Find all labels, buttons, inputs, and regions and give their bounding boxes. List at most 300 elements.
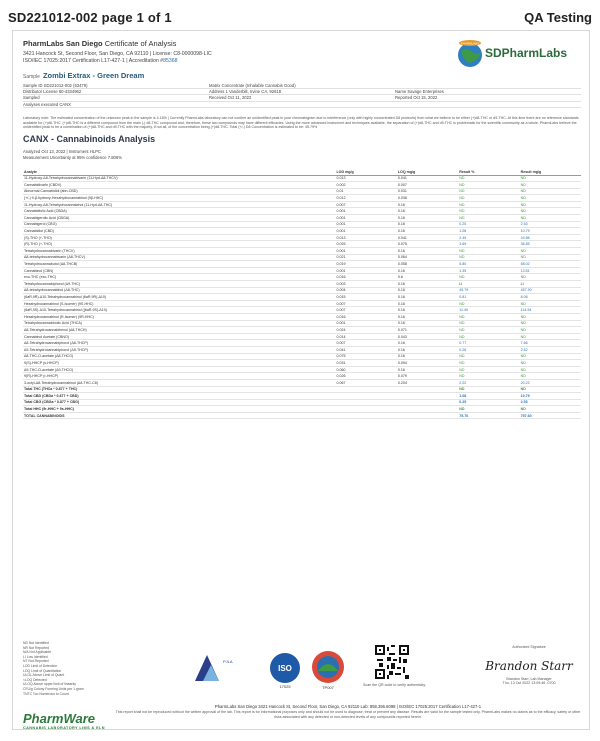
- result-mgg-cell: 36.85: [520, 241, 581, 248]
- lod-cell: 0.012: [335, 195, 396, 202]
- result-mgg-cell: 2.62: [520, 346, 581, 353]
- total-row: [23, 406, 581, 413]
- lod-cell: 0.025: [335, 241, 396, 248]
- table-row: [23, 327, 581, 334]
- loq-cell: 0.16: [397, 366, 458, 373]
- analyte-cell: Δ8-tetrahydrocannabinol (Δ8-THC): [23, 287, 335, 294]
- meta-cell: Received Oct 11, 2022: [209, 95, 252, 101]
- analyte-cell: Δ8-Tetrahydrocannabiphorol (Δ8-THCP): [23, 340, 335, 347]
- result-pct-cell: ND: [458, 175, 519, 182]
- abbreviation-legend: [23, 641, 84, 696]
- sample-meta: [23, 83, 581, 108]
- lod-cell: 0.001: [335, 228, 396, 235]
- result-pct-cell: 0.77: [458, 340, 519, 347]
- loq-cell: 0.16: [397, 307, 458, 314]
- cannabinoids-table: [23, 164, 581, 419]
- table-row: [23, 287, 581, 294]
- table-row: [23, 241, 581, 248]
- lod-cell: 0.01: [335, 188, 396, 195]
- loq-cell: 0.043: [397, 333, 458, 340]
- analyte-cell: (6aR,9R)-Δ10-Tetrahydrocannabinol (6aR,9R)-Δ10): [23, 294, 335, 301]
- analyte-cell: Total CBD (CBDa * 0.877 + CBD): [23, 393, 335, 400]
- analyte-cell: Tetrahydrocannabivarin (THCV): [23, 248, 335, 255]
- analyte-cell: Tetrahydrocannabinolic Acid (THCA): [23, 320, 335, 327]
- result-pct-cell: ND: [458, 195, 519, 202]
- lod-cell: 0.001: [335, 248, 396, 255]
- result-pct-cell: 5.80: [458, 261, 519, 268]
- legend-item: LOD Limit of Detection: [23, 663, 58, 668]
- lod-cell: 0.003: [335, 281, 396, 288]
- legend-item: LOQ Limit of Quantitation: [23, 668, 62, 673]
- lod-cell: 0.013: [335, 234, 396, 241]
- lod-cell: 0.004: [335, 287, 396, 294]
- loq-cell: 0.16: [397, 340, 458, 347]
- loq-cell: [397, 406, 458, 413]
- lod-cell: 0.067: [335, 379, 396, 386]
- loq-cell: 0.16: [397, 267, 458, 274]
- loq-cell: 0.16: [397, 208, 458, 215]
- sdpharmlabs-logo: [455, 37, 575, 73]
- loq-cell: [397, 412, 458, 419]
- meta-cell: Address 1 Vanderbilt, Irvine CA, 92618: [209, 89, 282, 95]
- analyte-cell: Cannabinol Acetate (CBNO): [23, 333, 335, 340]
- result-mgg-cell: 8.06: [520, 294, 581, 301]
- loq-cell: 0.16: [397, 320, 458, 327]
- loq-cell: 0.16: [397, 353, 458, 360]
- table-row: [23, 274, 581, 281]
- document-id: SD221012-002 page 1 of 1: [8, 9, 172, 25]
- loq-cell: 0.16: [397, 221, 458, 228]
- result-mgg-cell: ND: [520, 353, 581, 360]
- loq-cell: [397, 393, 458, 400]
- analyte-cell: Cannabidivarin (CBDV): [23, 182, 335, 189]
- legend-item: N/A Not Applicable: [23, 650, 52, 655]
- table-row: [23, 333, 581, 340]
- loq-cell: 0.007: [397, 182, 458, 189]
- result-pct-cell: ND: [458, 333, 519, 340]
- sample-name: Zombi Extrax - Green Dream: [42, 71, 145, 80]
- table-row: [23, 221, 581, 228]
- meta-cell: Name Savage Enterprises: [395, 89, 444, 95]
- result-pct-cell: 0.26: [458, 346, 519, 353]
- loq-cell: 0.6: [397, 274, 458, 281]
- result-pct-cell: ND: [458, 406, 519, 413]
- meta-cell: Distributor License 60-4334962: [23, 89, 82, 95]
- table-row: [23, 379, 581, 386]
- result-mgg-cell: ND: [520, 248, 581, 255]
- lab-name-line: [23, 39, 423, 48]
- loq-cell: 0.041: [397, 175, 458, 182]
- legend-item: CFU/g Colony Forming Units per 1 gram: [23, 686, 84, 691]
- result-pct-cell: 1.08: [458, 228, 519, 235]
- result-mgg-cell: ND: [520, 327, 581, 334]
- footer-address: PharmLabs San Diego 3421 Hancock St, Second Floor, San Diego, CA 92110 Lab: 858.356.6098 | ISO/IEC 17025:2017 Certification L17-427-1: [214, 704, 482, 709]
- signature-block: [481, 645, 577, 685]
- analyte-cell: Abnormal Cannabidiol (abn-CBD): [23, 188, 335, 195]
- logo-text: SDPharmLabs: [485, 46, 568, 60]
- loq-cell: 0.16: [397, 248, 458, 255]
- result-pct-cell: ND: [458, 353, 519, 360]
- result-pct-cell: 3.69: [458, 241, 519, 248]
- table-row: [23, 313, 581, 320]
- total-row: [23, 399, 581, 406]
- analyte-cell: Δ8-tetrahydrocannabivarin (Δ8-THCV): [23, 254, 335, 261]
- analyte-cell: Δ9-Tetrahydrocannabiphorol (Δ9-THCP): [23, 346, 335, 353]
- lod-cell: 0.007: [335, 307, 396, 314]
- result-mgg-cell: 10.79: [520, 228, 581, 235]
- result-mgg-cell: ND: [520, 320, 581, 327]
- footer-text: [113, 705, 583, 719]
- result-pct-cell: ND: [458, 313, 519, 320]
- result-mgg-cell: ND: [520, 274, 581, 281]
- sample-title: [23, 71, 144, 80]
- meta-cell: Matrix Concentrate (Inhalable Cannabis Good): [209, 83, 296, 89]
- result-pct-cell: ND: [458, 373, 519, 380]
- lod-cell: 0.001: [335, 320, 396, 327]
- loq-cell: 0.036: [397, 195, 458, 202]
- col-analyte: Analyte: [23, 164, 335, 175]
- lod-cell: 0.014: [335, 333, 396, 340]
- analyte-cell: Cannabidiol (CBD): [23, 228, 335, 235]
- result-mgg-cell: 7.66: [520, 340, 581, 347]
- globe-icon: [455, 37, 485, 71]
- analyte-cell: (S)-THO (+-THO): [23, 234, 335, 241]
- pharmware-text: PharmWare: [23, 711, 96, 726]
- loq-cell: 0.058: [397, 261, 458, 268]
- lod-cell: 0.007: [335, 201, 396, 208]
- result-pct-cell: ND: [458, 215, 519, 222]
- loq-cell: 0.064: [397, 254, 458, 261]
- signed-date: Thu, 13 Oct 2022 13:09:46 -0700: [502, 681, 556, 685]
- lod-cell: 0.041: [335, 346, 396, 353]
- result-mgg-cell: ND: [520, 201, 581, 208]
- lod-cell: 0.016: [335, 274, 396, 281]
- result-mgg-cell: 10.79: [520, 393, 581, 400]
- loq-cell: 0.16: [397, 346, 458, 353]
- table-row: [23, 182, 581, 189]
- lod-cell: [335, 412, 396, 419]
- loq-cell: 0.16: [397, 287, 458, 294]
- analyte-cell: Cannabinol (CBN): [23, 267, 335, 274]
- meta-cell: Sampled: [23, 95, 40, 101]
- col-result-mgg: Result mg/g: [520, 164, 581, 175]
- loq-cell: 0.031: [397, 188, 458, 195]
- svg-text:PHARMLABS: PHARMLABS: [460, 41, 480, 46]
- lod-cell: 0.007: [335, 300, 396, 307]
- result-pct-cell: 0.25: [458, 399, 519, 406]
- table-row: [23, 340, 581, 347]
- col-lod: LOD mg/g: [335, 164, 396, 175]
- legend-item: TNTC Too Numerous to Count: [23, 691, 69, 696]
- analyte-cell: Hexahydrocannabinol (S-Isomer) (9S-HHC): [23, 300, 335, 307]
- doc-type: Certificate of Analysis: [104, 39, 177, 48]
- result-mgg-cell: 2.53: [520, 399, 581, 406]
- table-row: [23, 320, 581, 327]
- footer: [23, 641, 581, 729]
- analyte-cell: Δ8-THC-O-acetate (Δ8-THCO): [23, 353, 335, 360]
- lab-address: 3421 Hancock St, Second Floor, San Diego, CA 92110 | License: C8-0000098-LIC: [23, 51, 212, 57]
- analyte-cell: Total THC (THCa * 0.877 + THC): [23, 386, 335, 393]
- section-title: CANX - Cannabinoids Analysis: [23, 134, 156, 144]
- table-row: [23, 188, 581, 195]
- analyte-cell: 3-octyl-Δ8-Tetrahydrocannabinol (Δ8-THC-C8): [23, 379, 335, 386]
- analyte-cell: (R)-THO (+-THO): [23, 241, 335, 248]
- table-row: [23, 248, 581, 255]
- loq-cell: 0.16: [397, 313, 458, 320]
- analysis-info: [23, 149, 122, 160]
- result-pct-cell: ND: [458, 386, 519, 393]
- loq-cell: 0.16: [397, 201, 458, 208]
- lod-cell: 0.015: [335, 294, 396, 301]
- analyte-cell: Δ8-Tetrahydrocannabihexol (Δ8-THCH): [23, 327, 335, 334]
- total-row: [23, 412, 581, 419]
- footer-disclaimer: This report shall not be reproduced without the written approval of the lab. This report is for informational purposes only and should not be used to diagnose, treat or prevent any disease. Results are valid for the sample tested only. PharmLabs makes no claims as to the efficacy, safety or other risks associated with any detected or non-detected levels of any compounds reported herein.: [115, 709, 581, 719]
- result-pct-cell: ND: [458, 274, 519, 281]
- qr-caption: Scan the QR code to verify authenticity.: [363, 683, 426, 687]
- lod-cell: 0.031: [335, 360, 396, 367]
- legend-item: ULOQ Above upper limit of linearity: [23, 682, 76, 687]
- sample-label: Sample: [23, 74, 40, 80]
- result-pct-cell: ND: [458, 360, 519, 367]
- result-mgg-cell: 13.51: [520, 267, 581, 274]
- result-pct-cell: 75.76: [458, 412, 519, 419]
- total-row: [23, 386, 581, 393]
- result-mgg-cell: 20.22: [520, 379, 581, 386]
- lab-iso-line: [23, 58, 423, 65]
- legend-item: LI Low Identified: [23, 654, 48, 659]
- loq-cell: 0.071: [397, 327, 458, 334]
- result-pct-cell: LI: [458, 281, 519, 288]
- table-row: [23, 254, 581, 261]
- result-pct-cell: 1.08: [458, 393, 519, 400]
- result-mgg-cell: ND: [520, 333, 581, 340]
- meta-cell: Analyses executed CANX: [23, 101, 71, 107]
- table-row: [23, 360, 581, 367]
- lod-cell: 0.075: [335, 353, 396, 360]
- lod-cell: 0.060: [335, 366, 396, 373]
- analyte-cell: Δ9-THC-O-acetate (Δ9-THCO): [23, 366, 335, 373]
- result-pct-cell: ND: [458, 366, 519, 373]
- result-mgg-cell: 2.53: [520, 221, 581, 228]
- loq-cell: 0.204: [397, 379, 458, 386]
- lod-cell: 0.001: [335, 267, 396, 274]
- table-row: [23, 373, 581, 380]
- loq-cell: 0.16: [397, 300, 458, 307]
- loq-cell: 0.079: [397, 373, 458, 380]
- result-mgg-cell: LI: [520, 281, 581, 288]
- result-mgg-cell: ND: [520, 313, 581, 320]
- result-mgg-cell: ND: [520, 254, 581, 261]
- loq-cell: 0.16: [397, 294, 458, 301]
- table-row: [23, 300, 581, 307]
- table-row: [23, 195, 581, 202]
- verification-qr-code[interactable]: [375, 645, 409, 679]
- lod-cell: 0.026: [335, 373, 396, 380]
- table-row: [23, 294, 581, 301]
- table-header-row: [23, 164, 581, 175]
- lab-header: [23, 39, 423, 65]
- result-mgg-cell: ND: [520, 406, 581, 413]
- svg-text:ISO: ISO: [278, 664, 292, 673]
- iso-17025-logo: [268, 651, 302, 691]
- svg-text:PJLA: PJLA: [223, 659, 233, 664]
- result-mgg-cell: ND: [520, 360, 581, 367]
- total-row: [23, 393, 581, 400]
- loq-cell: [397, 399, 458, 406]
- lab-iso: ISO/IEC 17025:2017 Certification L17-427-1 | Accreditation #: [23, 58, 164, 64]
- qa-testing-label: QA Testing: [524, 9, 592, 25]
- result-mgg-cell: ND: [520, 386, 581, 393]
- result-pct-cell: 11.49: [458, 307, 519, 314]
- result-mgg-cell: ND: [520, 188, 581, 195]
- analyte-cell: 9(S)-HHCP (s-HHCP): [23, 360, 335, 367]
- analyte-cell: Total HHC (9r-HHC + 9s-HHC): [23, 406, 335, 413]
- result-mgg-cell: 114.94: [520, 307, 581, 314]
- lod-cell: 0.001: [335, 215, 396, 222]
- result-mgg-cell: ND: [520, 373, 581, 380]
- lod-cell: [335, 393, 396, 400]
- lod-cell: 0.019: [335, 261, 396, 268]
- result-pct-cell: ND: [458, 188, 519, 195]
- signer-name: Brandon Starr, Lab Manager: [506, 677, 552, 681]
- analyzed-line: Analyzed Oct 13, 2022 | Instrument HLPC: [23, 149, 101, 154]
- lod-cell: 0.001: [335, 221, 396, 228]
- table-body: [23, 175, 581, 419]
- authorized-label: Authorized Signature: [512, 645, 546, 649]
- result-mgg-cell: 58.02: [520, 261, 581, 268]
- analyte-cell: Tetrahydrocannabiphorol (Δ9-THC): [23, 281, 335, 288]
- svg-text:TP007: TP007: [322, 685, 334, 690]
- cert-badge-logo: [308, 649, 348, 691]
- lod-cell: 0.002: [335, 182, 396, 189]
- lab-address-block: [23, 51, 423, 65]
- result-mgg-cell: ND: [520, 300, 581, 307]
- result-pct-cell: ND: [458, 327, 519, 334]
- lod-cell: [335, 399, 396, 406]
- analyte-cell: Tetrahydrocannabutol (Δ8-THCB): [23, 261, 335, 268]
- table-row: [23, 175, 581, 182]
- analyte-cell: TOTAL CANNABINOIDS: [23, 412, 335, 419]
- analyte-cell: 9(R)-HHCP (r-HHCP): [23, 373, 335, 380]
- table-row: [23, 261, 581, 268]
- result-mgg-cell: 757.60: [520, 412, 581, 419]
- signature: Brandon Starr: [485, 659, 573, 673]
- table-row: [23, 215, 581, 222]
- result-mgg-cell: ND: [520, 182, 581, 189]
- result-pct-cell: ND: [458, 248, 519, 255]
- result-mgg-cell: ND: [520, 366, 581, 373]
- pharmware-logo: [23, 711, 105, 730]
- analyte-cell: Hexahydrocannabinol (R-Isomer) (9R-HHC): [23, 313, 335, 320]
- col-loq: LOQ mg/g: [397, 164, 458, 175]
- lod-cell: 0.013: [335, 175, 396, 182]
- lod-cell: [335, 406, 396, 413]
- result-pct-cell: ND: [458, 201, 519, 208]
- legend-item: ND Not Identified: [23, 641, 49, 645]
- analyte-cell: 11-Hydroxy-Δ8-Tetrahydrocannabivarin (11-Hyd-Δ8-THCV): [23, 175, 335, 182]
- loq-cell: 0.16: [397, 215, 458, 222]
- result-mgg-cell: ND: [520, 195, 581, 202]
- analyte-cell: exo-THC (exo-THC): [23, 274, 335, 281]
- top-bar: [8, 6, 592, 28]
- meta-row: [23, 102, 581, 108]
- table-row: [23, 346, 581, 353]
- analyte-cell: 11-Hydroxy-Δ8-Tetrahydrocannabinol (11-Hyd-Δ8-THC): [23, 201, 335, 208]
- analyte-cell: (6aR,9S)-Δ10-Tetrahydrocannabinol ((6aR,9S)-Δ10): [23, 307, 335, 314]
- lod-cell: 0.001: [335, 208, 396, 215]
- result-pct-cell: 45.79: [458, 287, 519, 294]
- lod-cell: 0.024: [335, 327, 396, 334]
- result-pct-cell: ND: [458, 320, 519, 327]
- table-row: [23, 307, 581, 314]
- table-row: [23, 353, 581, 360]
- result-mgg-cell: ND: [520, 175, 581, 182]
- lod-cell: 0.021: [335, 254, 396, 261]
- certificate-page: [12, 30, 590, 730]
- result-mgg-cell: ND: [520, 215, 581, 222]
- pja-accreditation-logo: [191, 651, 235, 685]
- result-pct-cell: ND: [458, 300, 519, 307]
- loq-cell: 0.075: [397, 241, 458, 248]
- table-row: [23, 201, 581, 208]
- result-pct-cell: 2.49: [458, 234, 519, 241]
- lab-name: PharmLabs San Diego: [23, 39, 103, 48]
- col-result-pct: Result %: [458, 164, 519, 175]
- result-pct-cell: 2.02: [458, 379, 519, 386]
- table-row: [23, 208, 581, 215]
- result-pct-cell: 1.35: [458, 267, 519, 274]
- result-pct-cell: ND: [458, 254, 519, 261]
- analyte-cell: Total CBG (CBGa * 0.877 + CBG): [23, 399, 335, 406]
- meta-cell: Reported Oct 15, 2022: [395, 95, 438, 101]
- loq-cell: 0.16: [397, 228, 458, 235]
- table-row: [23, 366, 581, 373]
- svg-text:17025: 17025: [279, 684, 291, 689]
- result-mgg-cell: ND: [520, 208, 581, 215]
- result-pct-cell: 0.25: [458, 221, 519, 228]
- loq-cell: 0.094: [397, 360, 458, 367]
- result-pct-cell: ND: [458, 182, 519, 189]
- uncertainty-line: Measurement Uncertainty at 95% confidence 7.806%: [23, 154, 122, 160]
- legend-item: ULOL Above Limit of Quant: [23, 673, 65, 678]
- table-row: [23, 228, 581, 235]
- loq-cell: [397, 386, 458, 393]
- loq-cell: 0.16: [397, 281, 458, 288]
- lod-cell: 0.007: [335, 340, 396, 347]
- table-row: [23, 267, 581, 274]
- result-mgg-cell: 457.90: [520, 287, 581, 294]
- lod-cell: [335, 386, 396, 393]
- table-row: [23, 281, 581, 288]
- analyte-cell: Cannabigerol (CBG): [23, 221, 335, 228]
- legend-item: <LOQ Detected: [23, 677, 47, 682]
- meta-cell: Sample ID SD221012-002 (53479): [23, 83, 88, 89]
- result-pct-cell: 0.81: [458, 294, 519, 301]
- loq-cell: 0.041: [397, 234, 458, 241]
- laboratory-note: Laboratory note: The estimated concentration of the unknown peak in the sample is 4.18% | Currently PharmLabs laboratory can not confirm an unidentified peak in your chromatogram due to interference (only with highly concentrated D8 products) from what we believe to be either (+)d8-THC or d9-THC. At this time there are no reference standards available for (+)d8-THC. (+)d8-THC is a different compound from the main (-) d8-THC compound and, therefore, these two compounds may have different efficacies. Using the more advanced instrument and techniques available, the separation of (+)d8-THC and d9-THC is problematic for the scientific community as a whole. PharmLabs believe the unidentified peak to be a combination of (+)d8-THC and d9-THC with the majority, if not all, of the concentration being (+)d8-THC. Total (+/-) D8 Concentration is estimated to be: 45.79%: [23, 116, 579, 130]
- analyte-cell: (+/-) 9-β-hydroxy-Hexahydrocannabinol (9β-HHC): [23, 195, 335, 202]
- legend-item: NT Not Reported: [23, 659, 49, 664]
- accreditation-link[interactable]: 85368: [163, 58, 178, 64]
- pharmware-subtitle: CANNABIS LABORATORY LIMS & ELN: [23, 726, 105, 730]
- result-pct-cell: ND: [458, 208, 519, 215]
- analyte-cell: Cannabidiolic Acid (CBDA): [23, 208, 335, 215]
- result-mgg-cell: 24.86: [520, 234, 581, 241]
- table-row: [23, 234, 581, 241]
- lod-cell: 0.016: [335, 313, 396, 320]
- legend-item: NR Not Reported: [23, 645, 50, 650]
- analyte-cell: Cannabigerolic Acid (CBGA): [23, 215, 335, 222]
